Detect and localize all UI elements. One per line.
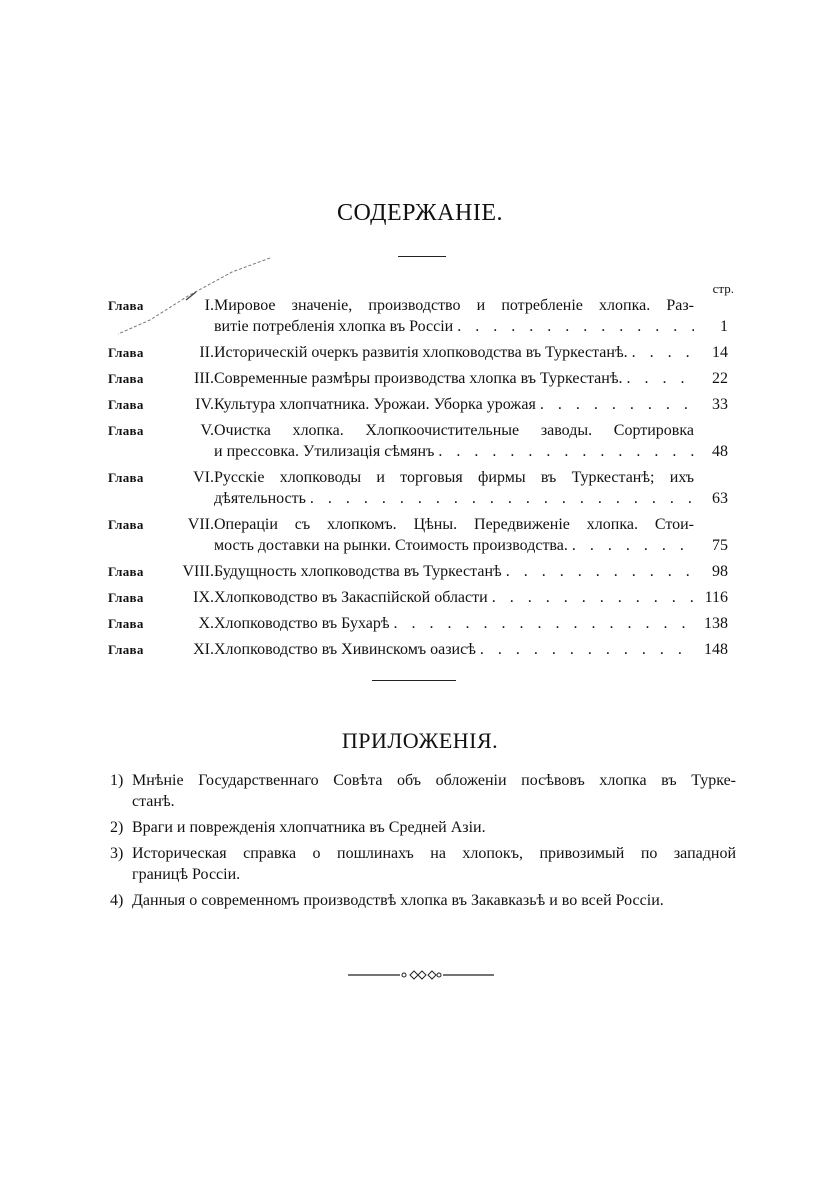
dot-leader: [438, 441, 694, 462]
appendix-title: Историческая справка о пошлинахъ на хлопокъ, привозимый по западной: [132, 845, 736, 862]
chapter-title: Будущность хлопководства въ Туркестанѣ: [214, 563, 502, 580]
toc-entry: [108, 368, 740, 389]
chapter-label: Глава: [108, 397, 144, 412]
chapter-title: Хлопководство въ Закаспійской области: [214, 589, 488, 606]
appendix-title: станѣ.: [132, 793, 175, 810]
appendix-item: [110, 770, 736, 812]
table-of-contents: [108, 295, 740, 665]
chapter-number: III.: [194, 370, 214, 387]
toc-entry: [108, 561, 740, 582]
chapter-label: Глава: [108, 564, 144, 579]
chapter-number: VII.: [187, 516, 214, 533]
chapter-number: II.: [199, 344, 214, 361]
chapter-number: IX.: [193, 589, 214, 606]
chapter-title: Историческій очеркъ развитія хлопководства въ Туркестанѣ.: [214, 344, 628, 361]
appendix-title: Мнѣніе Государственнаго Совѣта объ обложеніи посѣвовъ хлопка въ Турке-: [132, 772, 736, 789]
appendix-number: 2): [110, 819, 124, 836]
dot-leader: [540, 394, 694, 415]
chapter-title: Очистка хлопка. Хлопкоочистительные заводы. Сортировка: [214, 422, 694, 439]
toc-entry: [108, 514, 740, 556]
appendix-number: 1): [110, 772, 124, 789]
appendix-title: границѣ Россіи.: [132, 866, 241, 883]
page-title: СОДЕРЖАНІЕ.: [337, 200, 503, 226]
section-divider: [372, 680, 456, 681]
ornament-divider: [348, 968, 494, 982]
dot-leader: [627, 368, 695, 389]
chapter-number: IV.: [195, 396, 214, 413]
appendices-list: [110, 770, 736, 916]
toc-entry: [108, 295, 740, 337]
chapter-title: витіе потребленія хлопка въ Россіи: [214, 318, 454, 335]
dot-leader: [310, 488, 694, 509]
chapter-title: и прессовка. Утилизація сѣмянъ: [214, 443, 435, 460]
page-number: 22: [712, 370, 728, 387]
title-rule: [398, 256, 446, 257]
toc-entry: [108, 394, 740, 415]
page-number: 75: [712, 537, 728, 554]
chapter-title: мость доставки на рынки. Стоимость производства.: [214, 537, 568, 554]
chapter-label: Глава: [108, 345, 144, 360]
chapter-number: X.: [198, 615, 214, 632]
appendix-title: Данныя о современномъ производствѣ хлопка въ Закавказьѣ и во всей Россіи.: [132, 892, 664, 909]
page-number: 148: [704, 641, 728, 658]
chapter-label: Глава: [108, 517, 144, 532]
page-number: 98: [712, 563, 728, 580]
chapter-title: Операціи съ хлопкомъ. Цѣны. Передвиженіе хлопка. Стои-: [214, 516, 694, 533]
toc-entry: [108, 587, 740, 608]
chapter-label: Глава: [108, 616, 144, 631]
chapter-number: VI.: [193, 469, 214, 486]
chapter-number: XI.: [193, 641, 214, 658]
chapter-title: Хлопководство въ Хивинскомъ оазисѣ: [214, 641, 476, 658]
appendix-number: 4): [110, 892, 124, 909]
chapter-label: Глава: [108, 371, 144, 386]
page-number: 33: [712, 396, 728, 413]
dot-leader: [572, 535, 694, 556]
chapter-title: Хлопководство въ Бухарѣ: [214, 615, 390, 632]
appendix-item: [110, 890, 736, 911]
chapter-label: Глава: [108, 470, 144, 485]
dot-leader: [632, 342, 694, 363]
pages-column-header: стр.: [712, 281, 734, 296]
appendix-title: Враги и поврежденія хлопчатника въ Средней Азіи.: [132, 819, 486, 836]
appendices-title: ПРИЛОЖЕНІЯ.: [341, 728, 499, 753]
chapter-number: I.: [204, 297, 214, 314]
dot-leader: [457, 316, 694, 337]
chapter-number: V.: [200, 422, 214, 439]
page-number: 1: [720, 318, 728, 335]
toc-entry: [108, 639, 740, 660]
appendix-item: [110, 817, 736, 838]
chapter-number: VIII.: [182, 563, 214, 580]
dot-leader: [480, 639, 694, 660]
toc-entry: [108, 342, 740, 363]
chapter-label: Глава: [108, 642, 144, 657]
chapter-label: Глава: [108, 298, 144, 313]
page-number: 14: [712, 344, 728, 361]
page-number: 138: [704, 615, 728, 632]
page-number: 63: [712, 490, 728, 507]
toc-entry: [108, 420, 740, 462]
chapter-title: дѣятельность: [214, 490, 306, 507]
chapter-title: Современные размѣры производства хлопка въ Туркестанѣ.: [214, 370, 623, 387]
appendix-item: [110, 843, 736, 885]
toc-entry: [108, 467, 740, 509]
page-number: 48: [712, 443, 728, 460]
appendix-number: 3): [110, 845, 124, 862]
toc-entry: [108, 613, 740, 634]
chapter-label: Глава: [108, 423, 144, 438]
dot-leader: [492, 587, 694, 608]
chapter-label: Глава: [108, 590, 144, 605]
page-number: 116: [704, 589, 728, 606]
chapter-title: Русскіе хлопководы и торговыя фирмы въ Туркестанѣ; ихъ: [214, 469, 694, 486]
chapter-title: Мировое значеніе, производство и потребленіе хлопка. Раз-: [214, 297, 694, 314]
chapter-title: Культура хлопчатника. Урожаи. Уборка урожая: [214, 396, 536, 413]
dot-leader: [506, 561, 694, 582]
dot-leader: [394, 613, 694, 634]
